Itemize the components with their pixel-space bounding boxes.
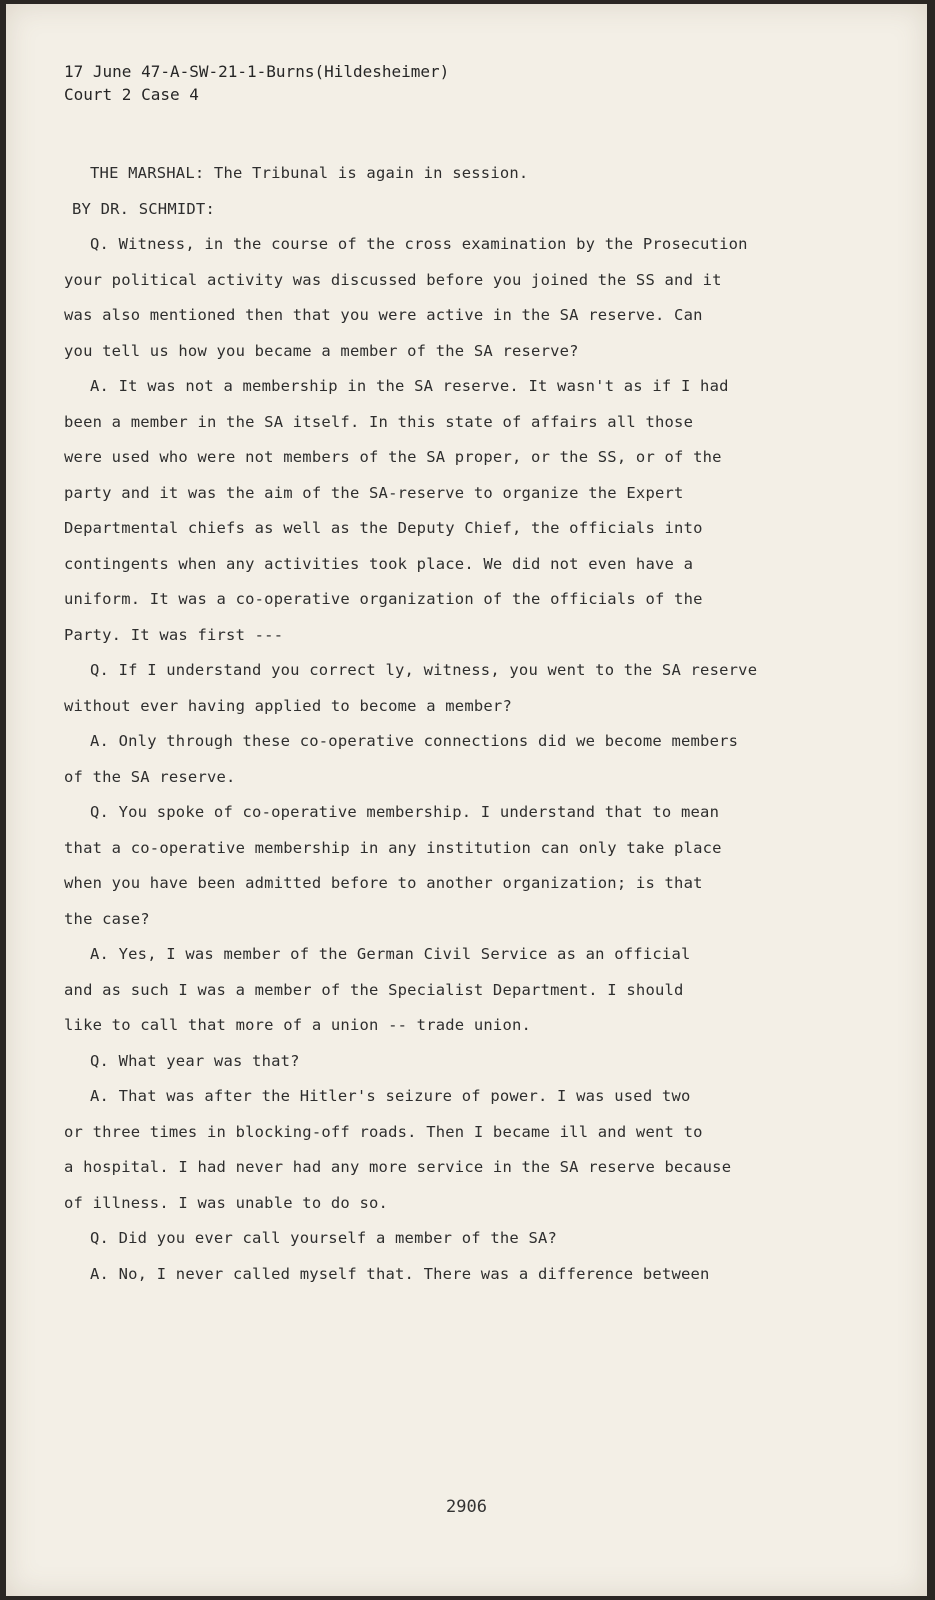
transcript-line: was also mentioned then that you were active in the SA reserve. Can [64,306,703,324]
transcript-line: Q. Did you ever call yourself a member of the SA? [90,1229,558,1247]
transcript-line: A. Only through these co-operative connections did we become members [90,732,739,750]
transcript-line: you tell us how you became a member of the SA reserve? [64,341,579,360]
transcript-line: A. No, I never called myself that. There was a difference between [90,1264,710,1283]
transcript-line: Q. What year was that? [90,1051,300,1070]
header-reference: 17 June 47-A-SW-21-1-Burns(Hildesheimer) [64,62,450,81]
transcript-line: A. Yes, I was member of the German Civil Service as an official [90,945,691,963]
transcript-line: Q. You spoke of co-operative membership. I understand that to mean [90,803,720,821]
transcript-line: Departmental chiefs as well as the Deputy Chief, the officials into [64,519,703,537]
transcript-line: that a co-operative membership in any institution can only take place [64,838,722,857]
transcript-line: or three times in blocking-off roads. Then I became ill and went to [64,1122,703,1141]
transcript-line: when you have been admitted before to another organization; is that [64,874,703,892]
transcript-line: been a member in the SA itself. In this state of affairs all those [64,412,694,431]
transcript-line: contingents when any activities took place. We did not even have a [64,554,694,573]
transcript-line: of illness. I was unable to do so. [64,1193,389,1212]
header-court-case: Court 2 Case 4 [64,85,199,104]
document-page [6,4,927,1596]
transcript-line: the case? [64,909,150,928]
transcript-line: Party. It was first --- [64,625,284,644]
transcript-line: like to call that more of a union -- trade union. [64,1016,532,1034]
transcript-line: BY DR. SCHMIDT: [72,199,215,218]
transcript-line: THE MARSHAL: The Tribunal is again in session. [90,164,529,182]
transcript-line: Q. Witness, in the course of the cross examination by the Prosecution [90,235,748,253]
transcript-line: your political activity was discussed before you joined the SS and it [64,270,722,289]
transcript-line: uniform. It was a co-operative organization of the officials of the [64,590,703,608]
transcript-line: were used who were not members of the SA proper, or the SS, or of the [64,448,722,466]
page-number: 2906 [446,1497,487,1517]
transcript-line: party and it was the aim of the SA-reserve to organize the Expert [64,483,684,502]
transcript-line: without ever having applied to become a member? [64,696,512,715]
transcript-line: A. It was not a membership in the SA reserve. It wasn't as if I had [90,377,729,395]
transcript-line: A. That was after the Hitler's seizure of power. I was used two [90,1087,691,1105]
transcript-line: of the SA reserve. [64,767,236,786]
transcript-line: a hospital. I had never had any more service in the SA reserve because [64,1158,732,1176]
transcript-line: and as such I was a member of the Specialist Department. I should [64,980,684,999]
transcript-body [64,156,864,1292]
transcript-line: Q. If I understand you correct ly, witness, you went to the SA reserve [90,661,758,679]
document-header [64,60,449,106]
